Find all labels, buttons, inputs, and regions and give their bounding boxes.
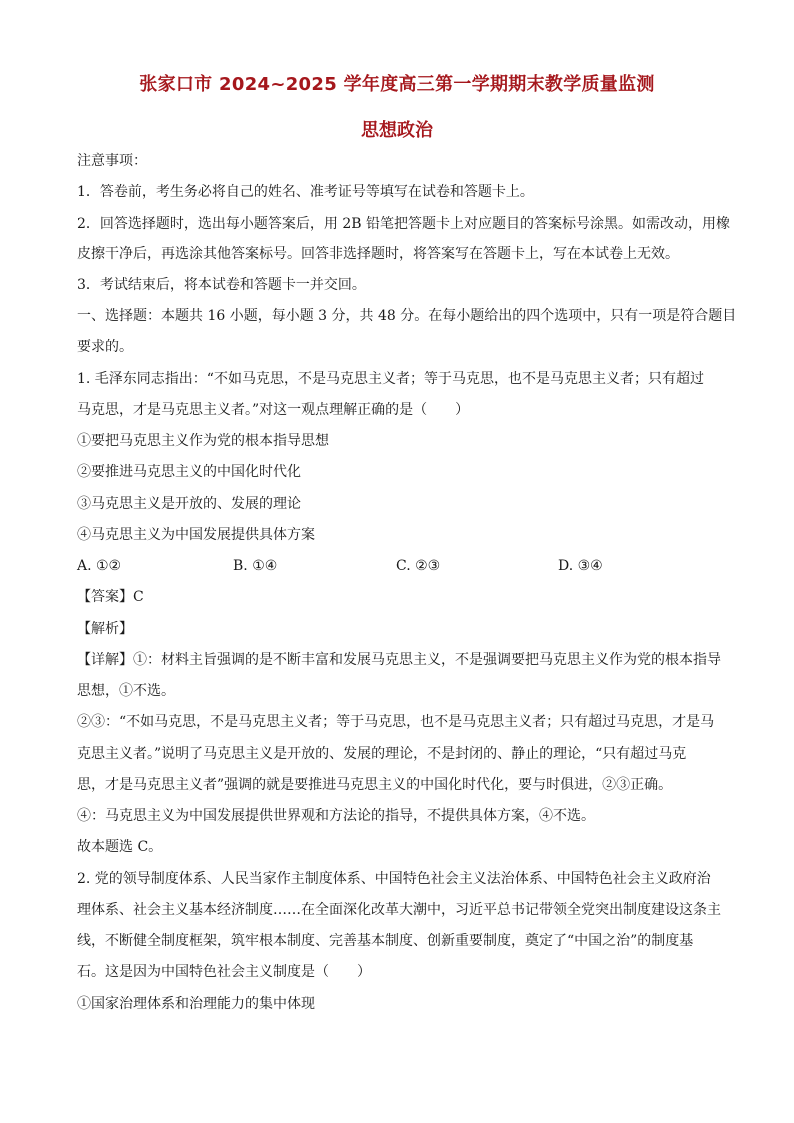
notice-item-1: 1．答卷前，考生务必将自己的姓名、准考证号等填写在试卷和答题卡上。 <box>77 184 534 200</box>
q1-statement-2: ②要推进马克思主义的中国化时代化 <box>77 464 301 480</box>
q1-option-d: D. ③④ <box>558 558 603 574</box>
q2-stem-line-4: 石。这是因为中国特色社会主义制度是（ ） <box>77 964 371 980</box>
notice-item-2-cont: 皮擦干净后，再选涂其他答案标号。回答非选择题时，将答案写在答题卡上，写在本试卷上无效。 <box>77 246 679 262</box>
q1-stem: 1. 毛泽东同志指出：“不如马克思，不是马克思主义者；等于马克思，也不是马克思主义者；只有超过 <box>77 371 704 387</box>
q1-option-b: B. ①④ <box>233 558 278 574</box>
q1-analysis-line-5: 思，才是马克思主义者”强调的就是要推进马克思主义的中国化时代化，要与时俱进，②③正确。 <box>77 777 673 793</box>
q1-statement-1: ①要把马克思主义作为党的根本指导思想 <box>77 433 329 449</box>
q2-statement-1: ①国家治理体系和治理能力的集中体现 <box>77 996 315 1012</box>
q1-statement-3: ③马克思主义是开放的、发展的理论 <box>77 496 301 512</box>
q1-analysis-line-7: 故本题选 C。 <box>77 839 163 855</box>
q1-answer: 【答案】C <box>77 589 144 605</box>
section-intro-cont: 要求的。 <box>77 339 133 355</box>
q1-analysis-line-3: ②③：“不如马克思，不是马克思主义者；等于马克思，也不是马克思主义者；只有超过马克思，才是马 <box>77 714 715 730</box>
q1-analysis-line-4: 克思主义者。”说明了马克思主义是开放的、发展的理论，不是封闭的、静止的理论，“只有超过马克 <box>77 746 687 762</box>
q1-analysis-line-6: ④：马克思主义为中国发展提供世界观和方法论的指导，不提供具体方案，④不选。 <box>77 808 595 824</box>
section-intro: 一、选择题：本题共 16 小题，每小题 3 分，共 48 分。在每小题给出的四个选项中，只有一项是符合题目 <box>77 308 737 324</box>
q1-stem-cont: 马克思，才是马克思主义者。”对这一观点理解正确的是（ ） <box>77 402 470 418</box>
subject-title: 思想政治 <box>361 120 433 141</box>
q1-option-c: C. ②③ <box>396 558 441 574</box>
notice-heading: 注意事项： <box>77 153 147 169</box>
notice-item-2: 2．回答选择题时，选出每小题答案后，用 2B 铅笔把答题卡上对应题目的答案标号涂黑。如需改动，用橡 <box>77 216 731 232</box>
q2-stem-line-2: 理体系、社会主义基本经济制度……在全面深化改革大潮中，习近平总书记带领全党突出制度建设这条主 <box>77 902 721 918</box>
q1-analysis-line-1: 【详解】①：材料主旨强调的是不断丰富和发展马克思主义，不是强调要把马克思主义作为党的根本指导 <box>77 652 721 668</box>
q2-stem-line-3: 线，不断健全制度框架，筑牢根本制度、完善基本制度、创新重要制度，奠定了“中国之治”的制度基 <box>77 933 694 949</box>
q1-analysis-tag: 【解析】 <box>77 621 133 637</box>
notice-item-3: 3．考试结束后，将本试卷和答题卡一并交回。 <box>77 277 366 293</box>
q2-stem-line-1: 2. 党的领导制度体系、人民当家作主制度体系、中国特色社会主义法治体系、中国特色社会主义政府治 <box>77 871 711 887</box>
q1-analysis-line-2: 思想，①不选。 <box>77 683 175 699</box>
q1-statement-4: ④马克思主义为中国发展提供具体方案 <box>77 527 315 543</box>
exam-title: 张家口市 2024~2025 学年度高三第一学期期末教学质量监测 <box>139 74 655 95</box>
q1-option-a: A. ①② <box>77 558 122 574</box>
